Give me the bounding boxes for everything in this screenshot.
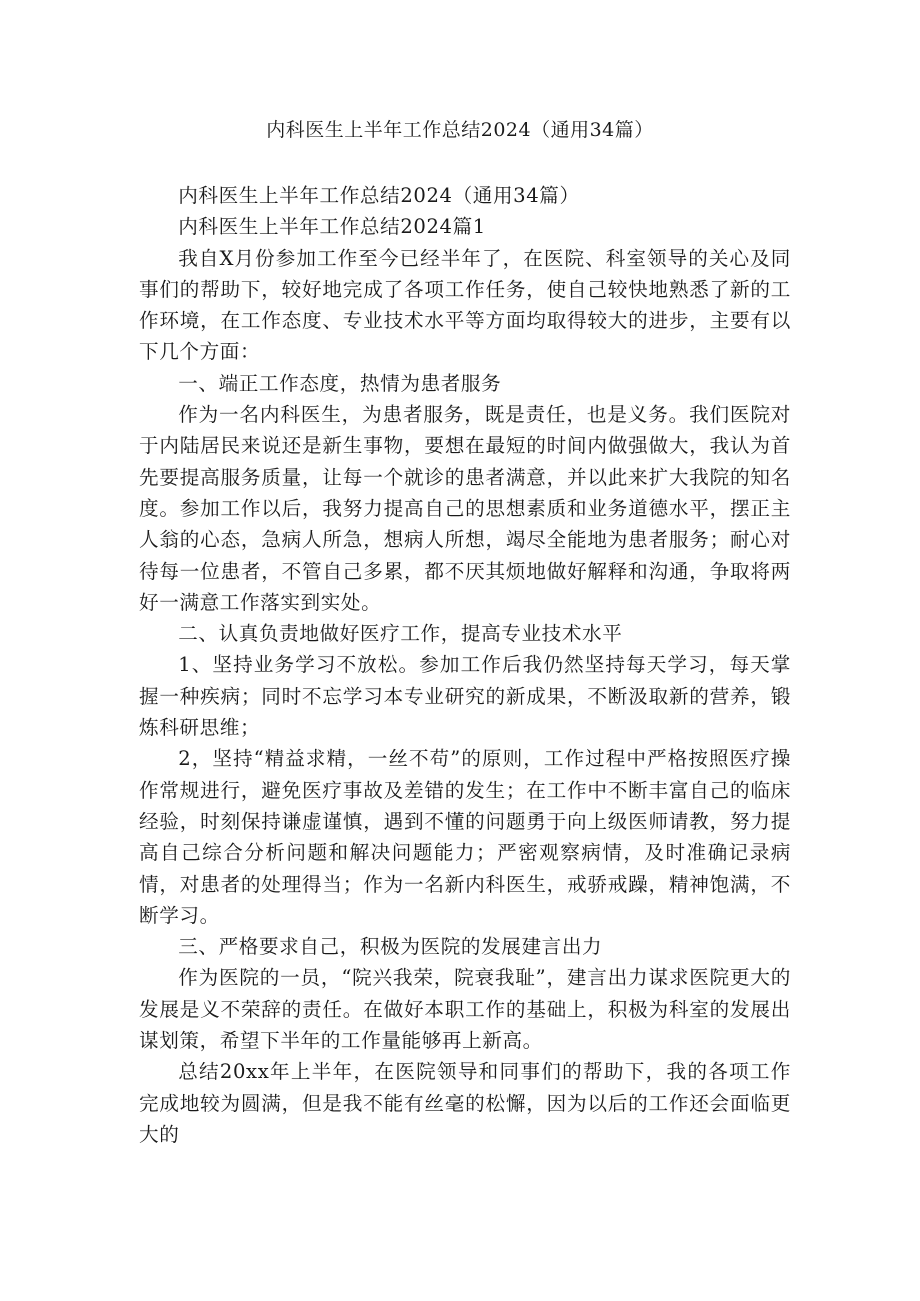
document-title: 内科医生上半年工作总结2024（通用34篇） [266, 119, 654, 141]
paragraph-study: 1、坚持业务学习不放松。参加工作后我仍然坚持每天学习，每天掌握一种疾病；同时不忘学习本专业研究的新成果，不断汲取新的营养，锻炼科研思维； [139, 653, 791, 740]
heading-work-attitude: 一、端正工作态度，热情为患者服务 [178, 371, 502, 395]
paragraph-patient-service: 作为一名内科医生，为患者服务，既是责任，也是义务。我们医院对于内陆居民来说还是新生事物，要想在最短的时间内做强做大，我认为首先要提高服务质量，让每一个就诊的患者满意，并以此来扩大我院的知名度。参加工作以后，我努力提高自己的思想素质和业务道德水平，摆正主人翁的心态，急病人所急，想病人所想，竭尽全能地为患者服务；耐心对待每一位患者，不管自己多累，都不厌其烦地做好解释和沟通，争取将两好一满意工作落实到实处。 [139, 403, 791, 614]
subtitle-paragraph: 内科医生上半年工作总结2024（通用34篇） [178, 184, 580, 207]
paragraph-principles: 2，坚持“精益求精，一丝不苟”的原则，工作过程中严格按照医疗操作常规进行，避免医疗事故及差错的发生；在工作中不断丰富自己的临床经验，时刻保持谦虚谨慎，遇到不懂的问题勇于向上级医师请教，努力提高自己综合分析问题和解决问题能力；严密观察病情，及时准确记录病情，对患者的处理得当；作为一名新内科医生，戒骄戒躁，精神饱满，不断学习。 [139, 747, 791, 927]
section-heading-part-1: 内科医生上半年工作总结2024篇1 [178, 215, 486, 239]
paragraph-hospital-development: 作为医院的一员，“院兴我荣，院衰我耻”，建言出力谋求医院更大的发展是义不荣辞的责任。在做好本职工作的基础上，积极为科室的发展出谋划策，希望下半年的工作量能够再上新高。 [139, 966, 791, 1053]
document-body [139, 180, 791, 1150]
paragraph-summary: 总结20xx年上半年，在医院领导和同事们的帮助下，我的各项工作完成地较为圆满，但是我不能有丝毫的松懈，因为以后的工作还会面临更大的 [139, 1060, 791, 1146]
heading-medical-work: 二、认真负责地做好医疗工作，提高专业技术水平 [178, 622, 623, 646]
intro-paragraph: 我自X月份参加工作至今已经半年了，在医院、科室领导的关心及同事们的帮助下，较好地完成了各项工作任务，使自己较快地熟悉了新的工作环境，在工作态度、专业技术水平等方面均取得较大的进步，主要有以下几个方面： [139, 246, 791, 364]
heading-self-discipline: 三、严格要求自己，积极为医院的发展建言出力 [178, 935, 603, 959]
